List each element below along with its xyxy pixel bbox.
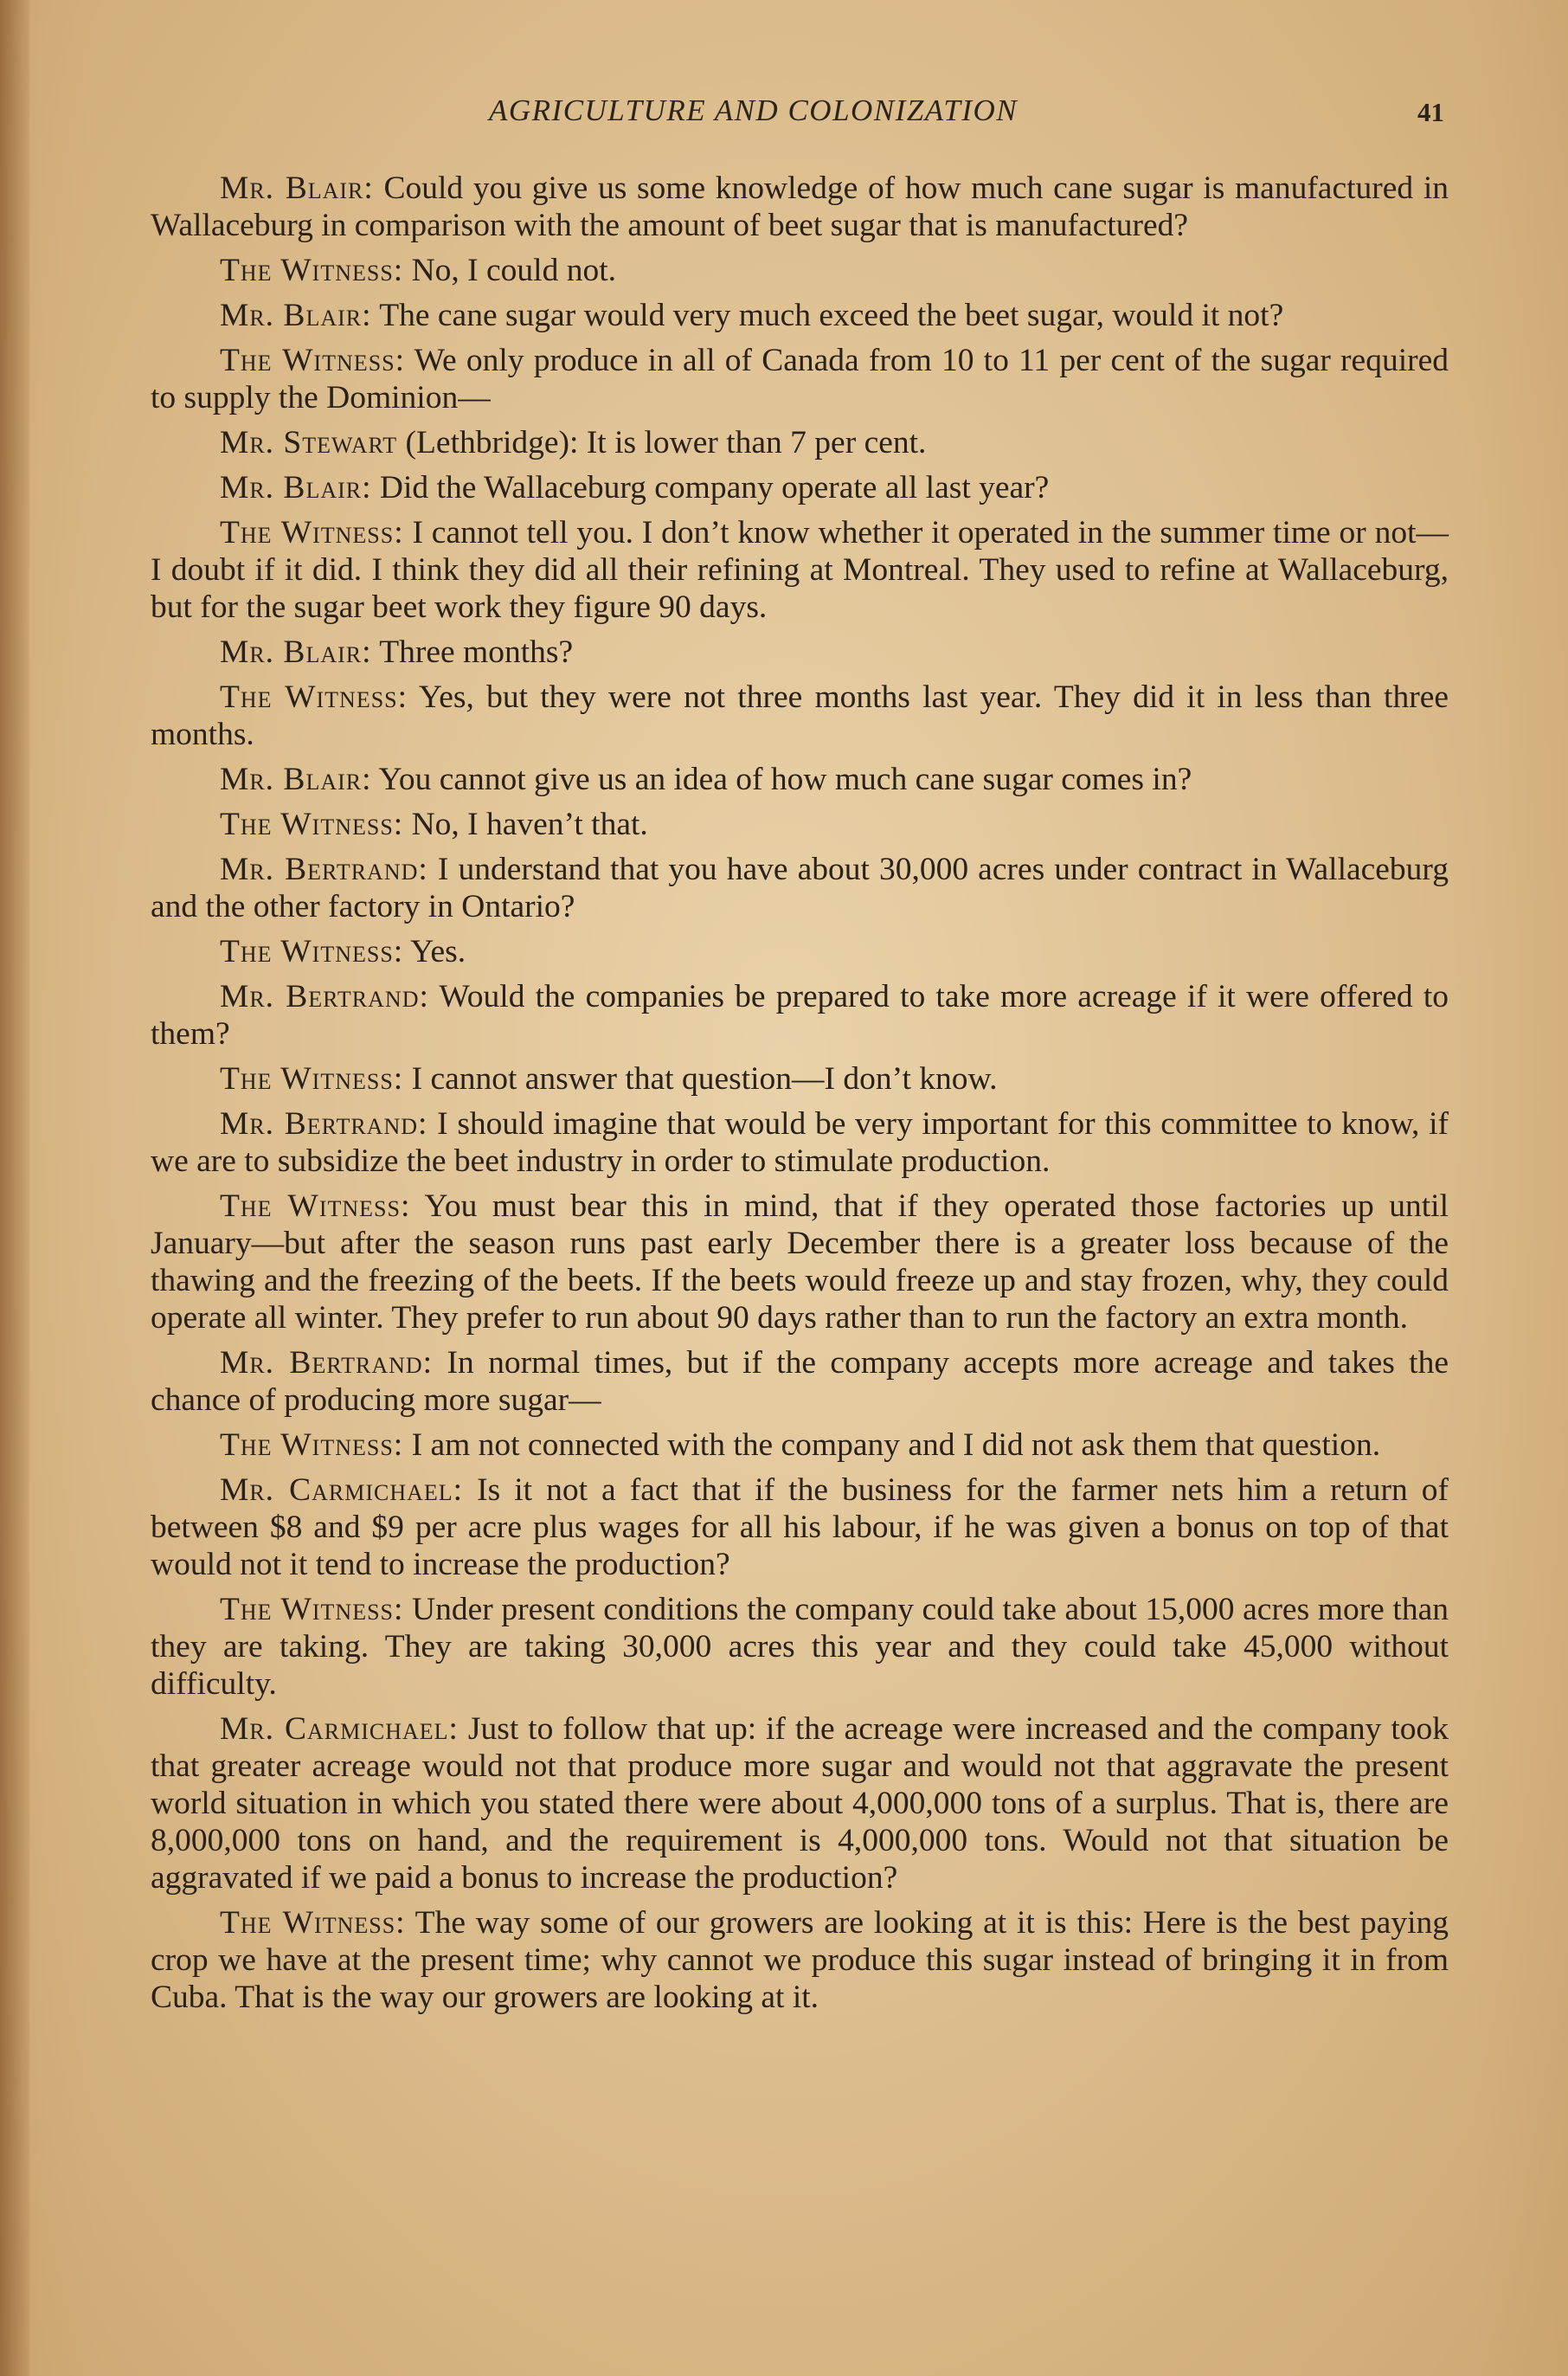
- speaker-name: The Witness:: [220, 1592, 404, 1627]
- paragraph-text: Is it not a fact that if the business for the farmer nets him a return of between $8 and $9 per acre plus wages for all his labour, if he was given a bonus on top of that would not it tend to increase the production?: [151, 1472, 1449, 1582]
- paragraph: [151, 170, 1449, 244]
- paragraph-text: I should imagine that would be very important for this committee to know, if we are to subsidize the beet industry in order to stimulate production.: [151, 1106, 1449, 1179]
- speaker-name: Mr. Blair:: [220, 634, 372, 670]
- speaker-name: Mr. Carmichael:: [220, 1472, 464, 1508]
- paragraph: [151, 851, 1449, 925]
- page-binding-edge: [0, 0, 29, 2376]
- paragraph: [151, 1710, 1449, 1896]
- speaker-name: Mr. Bertrand:: [220, 1345, 434, 1381]
- paragraph-text: I cannot tell you. I don’t know whether it operated in the summer time or not—I doubt if it did. I think they did all their refining at Montreal. They used to refine at Wallaceburg, but for the sugar beet work they figure 90 days.: [151, 515, 1449, 625]
- speaker-name: The Witness:: [220, 1061, 404, 1097]
- paragraph: [151, 761, 1449, 798]
- paragraph-text: In normal times, but if the company accepts more acreage and takes the chance of producing more sugar—: [151, 1345, 1449, 1418]
- speaker-name: The Witness:: [220, 1905, 406, 1941]
- page-header: [0, 93, 1568, 132]
- paragraph: [151, 1060, 1449, 1098]
- paragraph: [151, 1591, 1449, 1703]
- speaker-name: The Witness:: [220, 679, 408, 715]
- paragraph: [151, 933, 1449, 970]
- transcript-body: [151, 170, 1449, 2024]
- paragraph-text: Did the Wallaceburg company operate all last year?: [371, 470, 1050, 505]
- paragraph-text: Three months?: [371, 634, 574, 670]
- paragraph-text: Yes.: [403, 934, 466, 969]
- speaker-name: The Witness:: [220, 934, 404, 969]
- paragraph-text: I am not connected with the company and I did not ask them that question.: [403, 1427, 1381, 1463]
- speaker-name: Mr. Blair:: [220, 470, 372, 505]
- paragraph: [151, 1105, 1449, 1180]
- paragraph-text: I cannot answer that question—I don’t know.: [403, 1061, 998, 1097]
- paragraph: [151, 1904, 1449, 2016]
- paragraph-text: No, I haven’t that.: [403, 807, 648, 842]
- speaker-name: The Witness:: [220, 515, 404, 551]
- speaker-name: Mr. Bertrand:: [220, 852, 428, 887]
- page-number: 41: [1417, 97, 1444, 127]
- paragraph: [151, 1426, 1449, 1464]
- paragraph-text: Under present conditions the company could take about 15,000 acres more than they are taking. They are taking 30,000 acres this year and they could take 45,000 without difficulty.: [151, 1592, 1449, 1702]
- paragraph: [151, 297, 1449, 334]
- speaker-name: Mr. Blair:: [220, 762, 372, 797]
- speaker-name: The Witness:: [220, 343, 406, 378]
- paragraph-text: (Lethbridge): It is lower than 7 per cent.: [397, 425, 927, 460]
- paragraph-text: Yes, but they were not three months last year. They did it in less than three months.: [151, 679, 1449, 752]
- speaker-name: The Witness:: [220, 807, 404, 842]
- running-head: AGRICULTURE AND COLONIZATION: [489, 93, 1019, 127]
- paragraph-text: Just to follow that up: if the acreage were increased and the company took that greater acreage would not that produce more sugar and would not that aggravate the present world situation in which you stated there were about 4,000,000 tons of a surplus. That is, there are 8,000,000 tons on hand, and the requirement is 4,000,000 tons. Would not that situation be aggravated if we paid a bonus to increase the production?: [151, 1711, 1449, 1896]
- speaker-name: The Witness:: [220, 1427, 404, 1463]
- speaker-name: Mr. Blair:: [220, 298, 372, 333]
- paragraph-text: The way some of our growers are looking at it is this: Here is the best paying crop we have at the present time; why cannot we produce this sugar instead of bringing it in from Cuba. That is the way our growers are looking at it.: [151, 1905, 1449, 2015]
- paragraph-text: You must bear this in mind, that if they operated those factories up until January—but after the season runs past early December there is a greater loss because of the thawing and the freezing of the beets. If the beets would freeze up and stay frozen, why, they could operate all winter. They prefer to run about 90 days rather than to run the factory an extra month.: [151, 1188, 1449, 1336]
- paragraph: [151, 424, 1449, 461]
- speaker-name: Mr. Carmichael:: [220, 1711, 459, 1747]
- paragraph: [151, 978, 1449, 1053]
- paragraph-text: Would the companies be prepared to take more acreage if it were offered to them?: [151, 979, 1449, 1052]
- paragraph-text: I understand that you have about 30,000 acres under contract in Wallaceburg and the other factory in Ontario?: [151, 852, 1449, 924]
- paragraph-text: Could you give us some knowledge of how much cane sugar is manufactured in Wallaceburg in comparison with the amount of beet sugar that is manufactured?: [151, 171, 1449, 243]
- paragraph: [151, 1471, 1449, 1583]
- paragraph-text: No, I could not.: [403, 253, 617, 288]
- speaker-name: Mr. Bertrand:: [220, 1106, 428, 1142]
- paragraph: [151, 342, 1449, 416]
- speaker-name: The Witness:: [220, 1188, 411, 1224]
- paragraph: [151, 1344, 1449, 1419]
- paragraph: [151, 1188, 1449, 1336]
- speaker-name: Mr. Blair:: [220, 171, 374, 206]
- paragraph: [151, 469, 1449, 506]
- paragraph: [151, 679, 1449, 753]
- speaker-name: Mr. Bertrand:: [220, 979, 429, 1014]
- paragraph-text: The cane sugar would very much exceed the beet sugar, would it not?: [371, 298, 1284, 333]
- paragraph: [151, 252, 1449, 289]
- speaker-name: Mr. Stewart: [220, 425, 398, 460]
- speaker-name: The Witness:: [220, 253, 404, 288]
- paragraph: [151, 806, 1449, 843]
- paragraph-text: You cannot give us an idea of how much cane sugar comes in?: [371, 762, 1192, 797]
- paragraph-text: We only produce in all of Canada from 10 to 11 per cent of the sugar required to supply the Dominion—: [151, 343, 1449, 415]
- paragraph: [151, 634, 1449, 671]
- paragraph: [151, 514, 1449, 626]
